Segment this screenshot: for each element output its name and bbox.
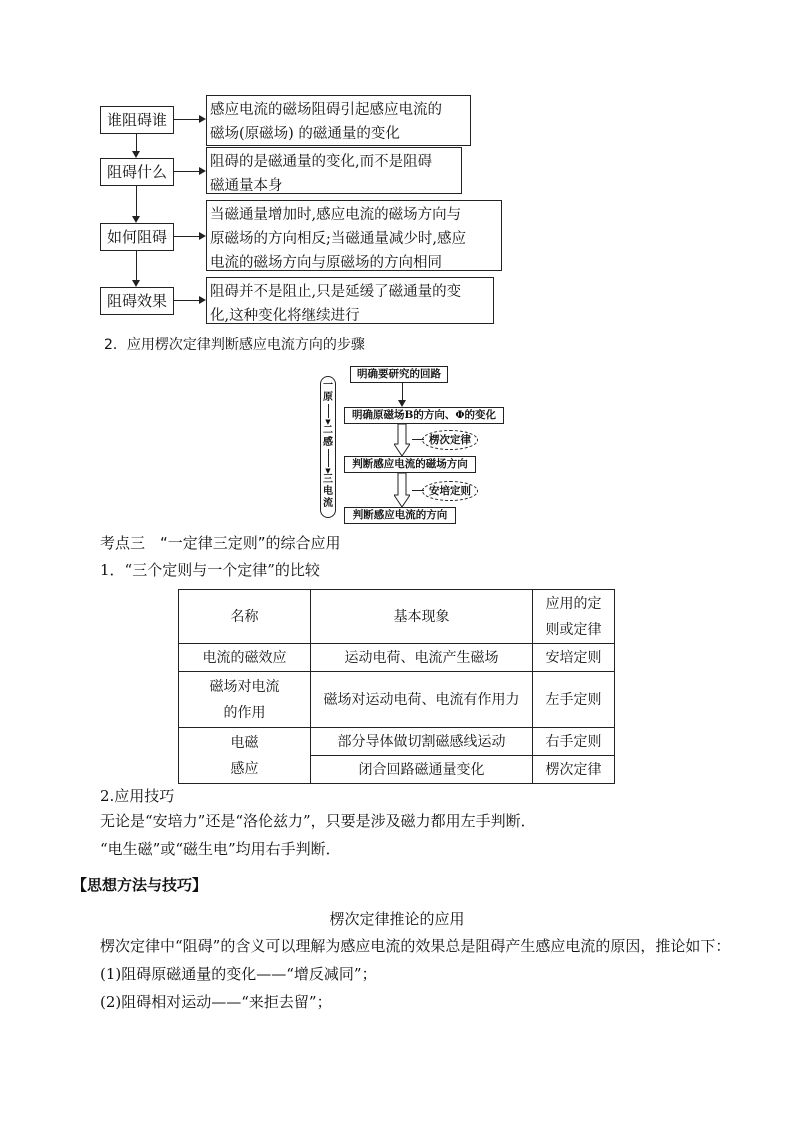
header-rule-line: 则或定律 [545, 621, 602, 638]
arrow-right-head-4 [199, 296, 206, 304]
arrow-down-3 [136, 251, 137, 281]
table-cell: 楞次定律 [533, 756, 615, 784]
side-char: 感 [323, 437, 333, 448]
desc-line: 磁场(原磁场) 的磁通量的变化 [210, 126, 400, 142]
step-2: 明确原磁场B的方向、Φ的变化 [344, 407, 504, 424]
side-char: 三 [323, 474, 333, 485]
section-heading-steps: 2．应用楞次定律判断感应电流方向的步骤 [104, 337, 365, 353]
arrow-right-head-1 [199, 115, 206, 123]
side-arrow-head: ▼ [325, 466, 331, 475]
arrow-right-4 [174, 300, 200, 301]
cell-line: 电磁 [230, 734, 259, 751]
table-cell: 右手定则 [533, 728, 615, 756]
side-arrow-head: ▼ [325, 417, 331, 426]
desc-line: 当磁通量增加时,感应电流的磁场方向与 [210, 207, 462, 223]
arrow-right-2 [174, 171, 200, 172]
compare-heading: 1．“三个定则与一个定律”的比较 [100, 561, 320, 579]
step-4: 判断感应电流的方向 [344, 507, 456, 524]
side-text [320, 380, 336, 510]
tip-1: 无论是“安培力”还是“洛伦兹力”，只要是涉及磁力都用左手判断． [100, 812, 536, 830]
label-box-effect: 阻碍效果 [100, 287, 174, 315]
flow-arrow-1 [402, 383, 403, 401]
desc-line: 原磁场的方向相反;当磁通量减少时,感应 [210, 231, 466, 247]
desc-line: 磁通量本身 [210, 178, 283, 194]
table-cell: 闭合回路磁通量变化 [311, 756, 533, 784]
arrow-down-2 [136, 186, 137, 217]
desc-line: 阻碍并不是阻止,只是延缓了磁通量的变 [210, 284, 462, 300]
law-oval-ampere: 安培定则 [422, 481, 478, 501]
table-cell [179, 672, 311, 728]
comparison-table [178, 589, 615, 784]
table-cell: 磁场对运动电荷、电流有作用力 [311, 672, 533, 728]
header-name: 名称 [179, 590, 311, 644]
side-char: 原 [323, 392, 333, 403]
methods-heading: 【思想方法与技巧】 [72, 876, 208, 894]
label-box-who: 谁阻碍谁 [100, 106, 174, 134]
arrow-head-3 [132, 280, 140, 287]
desc-line: 化,这种变化将继续进行 [210, 308, 360, 324]
flow-arrow-head-1 [398, 400, 406, 407]
cell-line: 磁场对电流 [209, 678, 280, 695]
hollow-arrow-2 [394, 473, 410, 507]
header-rule-line: 应用的定 [545, 595, 602, 612]
cell-line: 感应 [230, 760, 259, 777]
arrow-right-head-2 [199, 167, 206, 175]
kaodian-heading: 考点三 “一定律三定则”的综合应用 [100, 534, 341, 552]
side-char: 二 [323, 425, 333, 436]
desc-box-effect [206, 277, 494, 324]
side-char: 电 [323, 486, 333, 497]
method-item-2: (2)阻碍相对运动——“来拒去留”； [100, 993, 332, 1011]
side-char: 一 [323, 380, 333, 391]
header-phenomenon: 基本现象 [311, 590, 533, 644]
arrow-down-1 [136, 134, 137, 152]
desc-box-who [206, 95, 471, 146]
tip-2: “电生磁”或“磁生电”均用右手判断． [100, 840, 341, 858]
desc-line: 电流的磁场方向与原磁场的方向相同 [210, 255, 442, 271]
method-item-1: (1)阻碍原磁通量的变化——“增反减同”； [100, 965, 377, 983]
desc-line: 阻碍的是磁通量的变化,而不是阻碍 [210, 154, 433, 170]
table-cell: 安培定则 [533, 644, 615, 672]
side-arrow-line [328, 449, 329, 467]
label-box-what: 阻碍什么 [100, 158, 174, 186]
step-3: 判断感应电流的磁场方向 [344, 456, 476, 473]
arrow-right-3 [174, 236, 200, 237]
arrow-head-2 [132, 216, 140, 223]
arrow-right-1 [174, 119, 200, 120]
side-arrow-line [328, 404, 329, 418]
desc-line: 感应电流的磁场阻碍引起感应电流的 [210, 102, 442, 118]
method-title: 楞次定律推论的应用 [329, 910, 465, 928]
step-1: 明确要研究的回路 [350, 366, 448, 383]
cell-line: 的作用 [223, 704, 266, 721]
arrow-right-head-3 [199, 232, 206, 240]
tips-heading: 2.应用技巧 [100, 787, 175, 805]
table-cell: 电流的磁效应 [179, 644, 311, 672]
law-oval-lenz: 楞次定律 [422, 430, 478, 450]
table-cell: 运动电荷、电流产生磁场 [311, 644, 533, 672]
arrow-head-1 [132, 151, 140, 158]
hollow-arrow-1 [394, 424, 410, 456]
desc-box-what [206, 147, 462, 194]
table-cell: 部分导体做切割磁感线运动 [311, 728, 533, 756]
table-cell: 左手定则 [533, 672, 615, 728]
table-cell [179, 728, 311, 784]
side-char: 流 [323, 498, 333, 509]
header-rule [533, 590, 615, 644]
desc-box-how [206, 200, 502, 271]
method-paragraph: 楞次定律中“阻碍”的含义可以理解为感应电流的效果总是阻碍产生感应电流的原因，推论如下： [100, 937, 731, 955]
label-box-how: 如何阻碍 [100, 223, 174, 251]
